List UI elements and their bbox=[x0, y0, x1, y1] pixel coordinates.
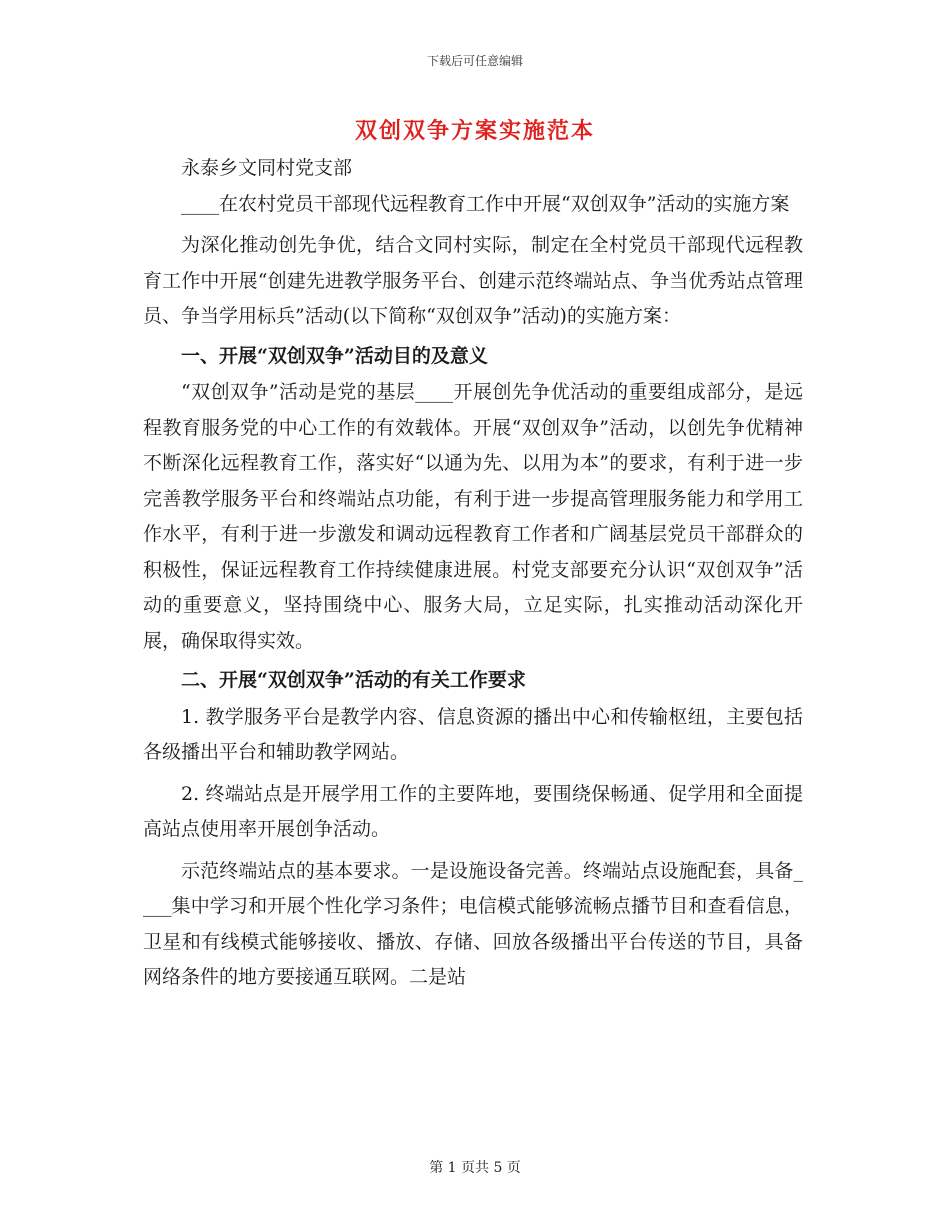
page-footer: 第 1 页共 5 页 bbox=[429, 1160, 521, 1176]
document-title: 双创双争方案实施范本 bbox=[354, 118, 595, 144]
paragraph-significance: “双创双争”活动是党的基层____开展创先争优活动的重要组成部分，是远程教育服务党的中心工作的有效载体。开展“双创双争”活动，以创先争优精神不断深化远程教育工作，落实好“以通为先、以用为本”的要求，有利于进一步完善教学服务平台和终端站点功能，有利于进一步提高管理服务能力和学用工作水平，有利于进一步激发和调动远程教育工作者和广阔基层党员干部群众的积极性，保证远程教育工作持续健康进展。村党支部要充分认识“双创双争”活动的重要意义，坚持围绕中心、服务大局，立足实际，扎实推动活动深化开展，确保取得实效。 bbox=[143, 381, 803, 652]
section-heading-2: 二、开展“双创双争”活动的有关工作要求 bbox=[181, 669, 526, 691]
header-note: 下载后可任意编辑 bbox=[426, 54, 523, 68]
paragraph-intro: 为深化推动创先争优，结合文同村实际，制定在全村党员干部现代远程教育工作中开展“创建先进教学服务平台、创建示范终端站点、争当优秀站点管理员、争当学用标兵”活动(以下简称“双创双争”活动)的实施方案： bbox=[143, 234, 803, 327]
document-body bbox=[143, 151, 803, 996]
section-heading-1: 一、开展“双创双争”活动目的及意义 bbox=[181, 344, 488, 367]
paragraph-branch: 永泰乡文同村党支部 bbox=[181, 157, 353, 179]
paragraph-item-1: 1. 教学服务平台是教学内容、信息资源的播出中心和传输枢纽，主要包括各级播出平台和辅助教学网站。 bbox=[143, 705, 803, 763]
paragraph-plan-name: ____在农村党员干部现代远程教育工作中开展“双创双争”活动的实施方案 bbox=[181, 192, 790, 215]
paragraph-requirements: 示范终端站点的基本要求。一是设施设备完善。终端站点设施配套，具备____集中学习和开展个性化学习条件；电信模式能够流畅点播节目和查看信息，卫星和有线模式能够接收、播放、存储、回放各级播出平台传送的节目，具备网络条件的地方要接通互联网。二是站 bbox=[143, 859, 803, 988]
paragraph-item-2: 2. 终端站点是开展学用工作的主要阵地，要围绕保畅通、促学用和全面提高站点使用率开展创争活动。 bbox=[143, 782, 803, 840]
